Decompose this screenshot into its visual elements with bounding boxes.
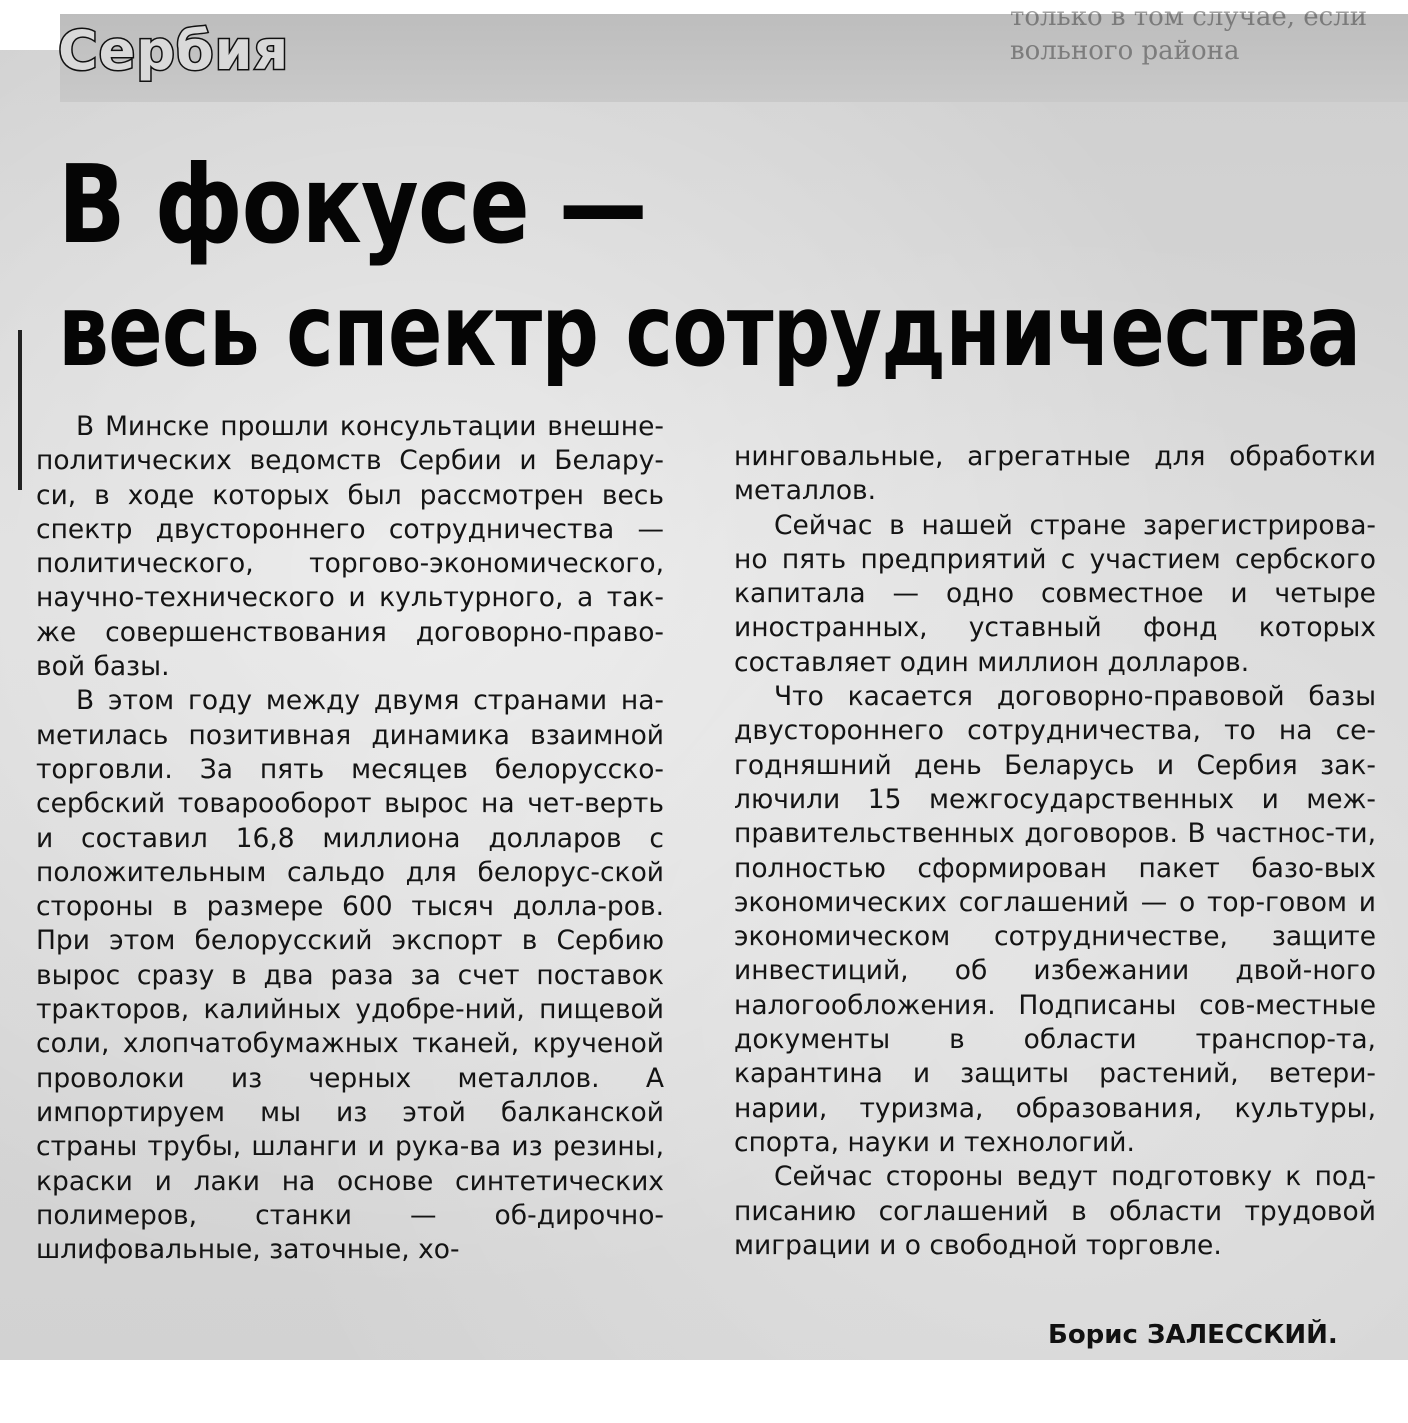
neighbour-article-fragment <box>1010 0 1408 70</box>
article-column-right <box>734 440 1376 1263</box>
paragraph: Сейчас стороны ведут подготовку к под-писанию соглашений в области трудовой миграции и о свободной торговле. <box>734 1161 1376 1261</box>
article-headline <box>58 142 1388 392</box>
fragment-line-2: вольного района <box>1010 36 1240 66</box>
margin-rule <box>18 330 22 490</box>
headline-line-2: весь спектр сотрудничества <box>58 272 1361 389</box>
paragraph-continuation: нинговальные, агрегатные для обработки металлов. <box>734 441 1376 507</box>
paragraph: Что касается договорно-правовой базы двустороннего сотрудничества, то на се-годняшний день Беларусь и Сербия зак-лючили 15 межгосударственных и меж-правительственных договоров. В частнос-ти, полностью сформирован пакет базо-вых экономических соглашений — о тор-говом и экономическом сотрудничестве, защите инвестиций, об избежании двой-ного налогообложения. Подписаны сов-местные документы в области транспор-та, карантина и защиты растений, ветери-нарии, туризма, образования, культуры, спорта, науки и технологий. <box>734 681 1376 1158</box>
fragment-line-1: только в том случае, если <box>1010 2 1368 32</box>
headline-line-1: В фокусе — <box>58 143 647 268</box>
paragraph: Сейчас в нашей стране зарегистрирова-но пять предприятий с участием сербского капитала — одно совместное и четыре иностранных, уставный фонд которых составляет один миллион долларов. <box>734 509 1376 678</box>
page-margin-bottom <box>0 1360 1408 1423</box>
paragraph: В Минске прошли консультации внешне-политических ведомств Сербии и Белару-си, в ходе которых был рассмотрен весь спектр двустороннего сотрудничества — политического, торгово-экономического, научно-технического и культурного, а так-же совершенствования договорно-право-вой базы. <box>36 411 664 683</box>
article-column-left <box>36 410 664 1267</box>
rubric-label: Сербия <box>58 19 290 82</box>
author-signature: Борис ЗАЛЕССКИЙ. <box>1048 1320 1338 1350</box>
paragraph: В этом году между двумя странами на-метилась позитивная динамика взаимной торговли. За пять месяцев белорусско-сербский товарооборот вырос на чет-верть и составил 16,8 миллиона долларов с положительным сальдо для белорус-ской стороны в размере 600 тысяч долла-ров. При этом белорусский экспорт в Сербию вырос сразу в два раза за счет поставок тракторов, калийных удобре-ний, пищевой соли, хлопчатобумажных тканей, крученой проволоки из черных металлов. А импортируем мы из этой балканской страны трубы, шланги и рука-ва из резины, краски и лаки на основе синтетических полимеров, станки — об-дирочно-шлифовальные, заточные, хо- <box>36 685 664 1266</box>
